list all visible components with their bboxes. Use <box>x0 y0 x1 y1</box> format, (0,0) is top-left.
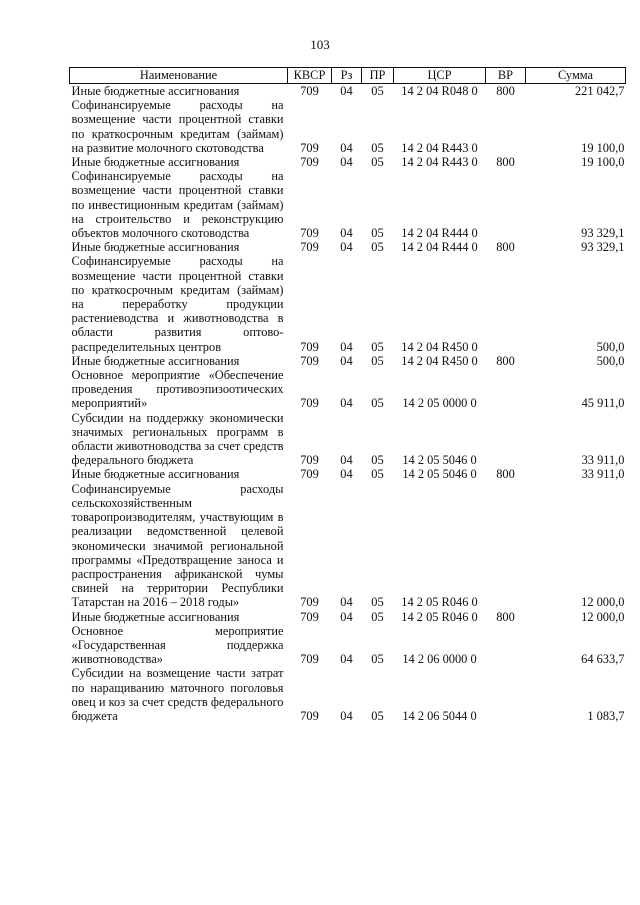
row-vr <box>486 666 526 723</box>
table-row <box>70 98 626 155</box>
row-csr: 14 2 05 5046 0 <box>402 453 477 468</box>
row-kvsr: 709 <box>300 467 319 482</box>
row-csr: 14 2 06 0000 0 <box>402 652 477 667</box>
row-sum: 33 911,0 <box>581 467 625 482</box>
row-rz: 04 <box>340 140 353 155</box>
header-csr: ЦСР <box>394 68 486 84</box>
row-csr: 14 2 04 R443 0 <box>401 140 478 155</box>
row-kvsr: 709 <box>300 595 319 610</box>
row-pr: 05 <box>371 155 384 170</box>
header-kvsr: КВСР <box>288 68 332 84</box>
row-pr: 05 <box>371 467 384 482</box>
header-vr: ВР <box>486 68 526 84</box>
page-number: 103 <box>310 37 330 52</box>
row-sum: 500,0 <box>596 339 625 354</box>
row-name: Софинансируемые расходы на возмещение части процентной ставки по краткосрочным кредитам (займам) на переработку продукции растениеводства и животноводства в области развития оптово-распределительных центров <box>71 254 284 354</box>
row-vr <box>486 411 526 468</box>
row-pr: 05 <box>371 609 384 624</box>
row-name: Софинансируемые расходы сельскохозяйственным товаропроизводителям, участвующим в реализации ведомственной целевой экономически значимой региональной программы «Предотвращение заноса и распространения африканской чумы свиней на территории Республики Татарстан на 2016 – 2018 годы» <box>71 481 284 610</box>
row-vr: 800 <box>496 155 515 170</box>
row-csr: 14 2 06 5044 0 <box>402 708 477 723</box>
row-vr: 800 <box>496 467 515 482</box>
header-sum: Сумма <box>526 68 626 84</box>
row-kvsr: 709 <box>300 453 319 468</box>
row-csr: 14 2 05 R046 0 <box>401 595 478 610</box>
row-csr: 14 2 04 R450 0 <box>401 339 478 354</box>
row-vr <box>486 254 526 353</box>
row-sum: 1 083,7 <box>587 708 625 723</box>
table-row <box>70 254 626 353</box>
row-rz: 04 <box>340 708 353 723</box>
row-csr: 14 2 05 R046 0 <box>401 609 478 624</box>
row-sum: 64 633,7 <box>581 652 625 667</box>
row-rz: 04 <box>340 155 353 170</box>
header-name: Наименование <box>70 68 288 84</box>
row-kvsr: 709 <box>300 240 319 255</box>
row-name: Основное мероприятие «Обеспечение проведения противоэпизоотических мероприятий» <box>71 368 284 411</box>
row-pr: 05 <box>371 140 384 155</box>
row-vr <box>486 624 526 667</box>
row-csr: 14 2 05 5046 0 <box>402 467 477 482</box>
table-row <box>70 482 626 610</box>
row-csr: 14 2 04 R048 0 <box>401 84 478 98</box>
row-name: Софинансируемые расходы на возмещение части процентной ставки по краткосрочным кредитам (займам) на развитие молочного скотоводства <box>71 98 284 155</box>
table-row <box>70 467 626 481</box>
row-vr: 800 <box>496 609 515 624</box>
row-rz: 04 <box>340 84 353 98</box>
table-row <box>70 84 626 99</box>
row-kvsr: 709 <box>300 708 319 723</box>
row-vr <box>486 368 526 411</box>
table-row <box>70 624 626 667</box>
row-rz: 04 <box>340 609 353 624</box>
row-vr <box>486 482 526 610</box>
budget-table <box>69 67 626 723</box>
table-row <box>70 368 626 411</box>
row-name: Иные бюджетные ассигнования <box>71 609 240 624</box>
row-kvsr: 709 <box>300 396 319 411</box>
table-header-row <box>70 68 626 84</box>
table-row <box>70 411 626 468</box>
row-sum: 19 100,0 <box>581 140 625 155</box>
row-vr: 800 <box>496 353 515 368</box>
row-rz: 04 <box>340 595 353 610</box>
row-name: Субсидии на поддержку экономически значимых региональных программ в области животноводства за счет средств федерального бюджета <box>71 410 284 468</box>
row-pr: 05 <box>371 453 384 468</box>
row-csr: 14 2 04 R443 0 <box>401 155 478 170</box>
row-pr: 05 <box>371 652 384 667</box>
table-row <box>70 666 626 723</box>
row-rz: 04 <box>340 467 353 482</box>
row-kvsr: 709 <box>300 140 319 155</box>
row-sum: 19 100,0 <box>581 155 625 170</box>
row-name: Субсидии на возмещение части затрат по наращиванию маточного поголовья овец и коз за счет средств федерального бюджета <box>71 666 284 723</box>
row-sum: 93 329,1 <box>581 240 625 255</box>
table-row <box>70 169 626 240</box>
row-name: Иные бюджетные ассигнования <box>71 240 240 255</box>
row-name: Иные бюджетные ассигнования <box>71 84 240 98</box>
row-vr <box>486 98 526 155</box>
row-name: Иные бюджетные ассигнования <box>71 155 240 170</box>
row-name: Софинансируемые расходы на возмещение части процентной ставки по инвестиционным кредитам (займам) на строительство и реконструкцию объектов молочного скотоводства <box>71 169 284 241</box>
row-vr: 800 <box>496 240 515 255</box>
row-pr: 05 <box>371 353 384 368</box>
row-rz: 04 <box>340 339 353 354</box>
row-vr <box>486 169 526 240</box>
header-pr: ПР <box>362 68 394 84</box>
row-pr: 05 <box>371 396 384 411</box>
row-sum: 221 042,7 <box>574 84 625 98</box>
row-sum: 45 911,0 <box>581 396 625 411</box>
table-row <box>70 354 626 368</box>
row-name: Основное мероприятие «Государственная поддержка животноводства» <box>71 623 284 667</box>
row-kvsr: 709 <box>300 226 319 241</box>
row-name: Иные бюджетные ассигнования <box>71 353 240 368</box>
row-pr: 05 <box>371 595 384 610</box>
row-sum: 500,0 <box>596 353 625 368</box>
row-kvsr: 709 <box>300 609 319 624</box>
row-sum: 12 000,0 <box>581 609 625 624</box>
row-pr: 05 <box>371 339 384 354</box>
row-csr: 14 2 04 R450 0 <box>401 353 478 368</box>
row-pr: 05 <box>371 226 384 241</box>
header-rz: Рз <box>332 68 362 84</box>
row-pr: 05 <box>371 84 384 98</box>
row-kvsr: 709 <box>300 155 319 170</box>
row-rz: 04 <box>340 240 353 255</box>
row-rz: 04 <box>340 353 353 368</box>
table-row <box>70 610 626 624</box>
row-name: Иные бюджетные ассигнования <box>71 467 240 482</box>
row-kvsr: 709 <box>300 84 319 98</box>
row-vr: 800 <box>496 84 515 98</box>
row-kvsr: 709 <box>300 353 319 368</box>
row-kvsr: 709 <box>300 652 319 667</box>
row-sum: 12 000,0 <box>581 595 625 610</box>
row-rz: 04 <box>340 226 353 241</box>
row-csr: 14 2 05 0000 0 <box>402 396 477 411</box>
row-csr: 14 2 04 R444 0 <box>401 226 478 241</box>
row-sum: 93 329,1 <box>581 226 625 241</box>
row-pr: 05 <box>371 240 384 255</box>
row-kvsr: 709 <box>300 339 319 354</box>
row-rz: 04 <box>340 396 353 411</box>
row-pr: 05 <box>371 708 384 723</box>
row-rz: 04 <box>340 453 353 468</box>
row-rz: 04 <box>340 652 353 667</box>
row-sum: 33 911,0 <box>581 453 625 468</box>
table-row <box>70 240 626 254</box>
row-csr: 14 2 04 R444 0 <box>401 240 478 255</box>
table-row <box>70 155 626 169</box>
